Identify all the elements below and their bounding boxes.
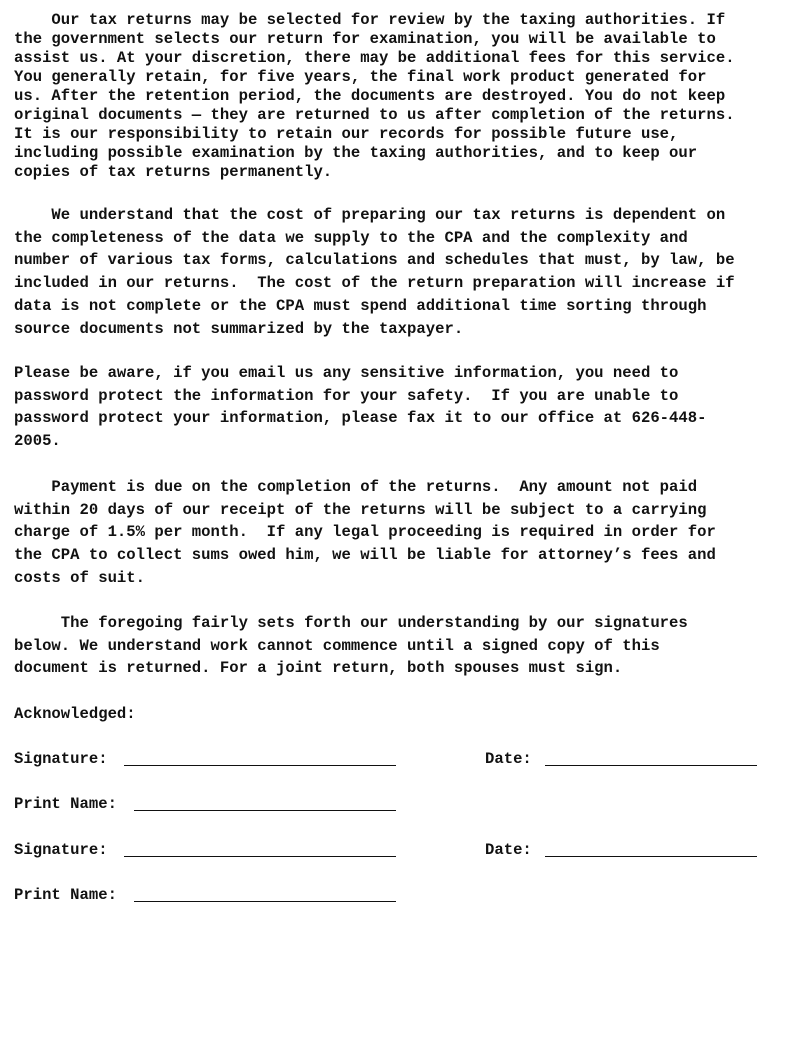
print-name-label: Print Name: [14,886,117,904]
print-name-line[interactable] [134,810,396,811]
signature-row-1 [14,748,790,770]
signature-label: Signature: [14,841,108,859]
print-name-row-2 [14,884,790,906]
signature-row-2 [14,839,790,861]
print-name-label: Print Name: [14,795,117,813]
signature-line[interactable] [124,856,396,857]
date-line[interactable] [545,765,757,766]
agreement-paragraph: The foregoing fairly sets forth our understanding by our signatures below. We understand work cannot commence until a signed copy of this document is returned. For a joint return, both spouses must sign. [14,614,688,678]
print-name-line[interactable] [134,901,396,902]
acknowledged-label: Acknowledged: [14,705,136,723]
date-label: Date: [485,750,532,768]
cost-paragraph: We understand that the cost of preparing our tax returns is dependent on the completeness of the data we supply to the CPA and the complexity and number of various tax forms, calculations and schedules that must, by law, be included in our returns. The cost of the return preparation will increase if data is not complete or the CPA must spend additional time sorting through source documents not summarized by the taxpayer. [14,206,735,338]
payment-terms-paragraph: Payment is due on the completion of the returns. Any amount not paid within 20 days of our receipt of the returns will be subject to a carrying charge of 1.5% per month. If any legal proceeding is required in order for the CPA to collect sums owed him, we will be liable for attorney’s fees and costs of suit. [14,478,716,587]
review-paragraph: Our tax returns may be selected for review by the taxing authorities. If the government selects our return for examination, you will be available to assist us. At your discretion, there may be additional fees for this service. You generally retain, for five years, the final work product generated for us. After the retention period, the documents are destroyed. You do not keep original documents — they are returned to us after completion of the returns. It is our responsibility to retain our records for possible future use, including possible examination by the taxing authorities, and to keep our copies of tax returns permanently. [14,11,735,181]
signature-label: Signature: [14,750,108,768]
date-line[interactable] [545,856,757,857]
date-label: Date: [485,841,532,859]
signature-line[interactable] [124,765,396,766]
print-name-row-1 [14,793,790,815]
email-security-paragraph: Please be aware, if you email us any sensitive information, you need to password protect the information for your safety. If you are unable to password protect your information, please fax it to our office at 626-448- 2005. [14,364,707,451]
